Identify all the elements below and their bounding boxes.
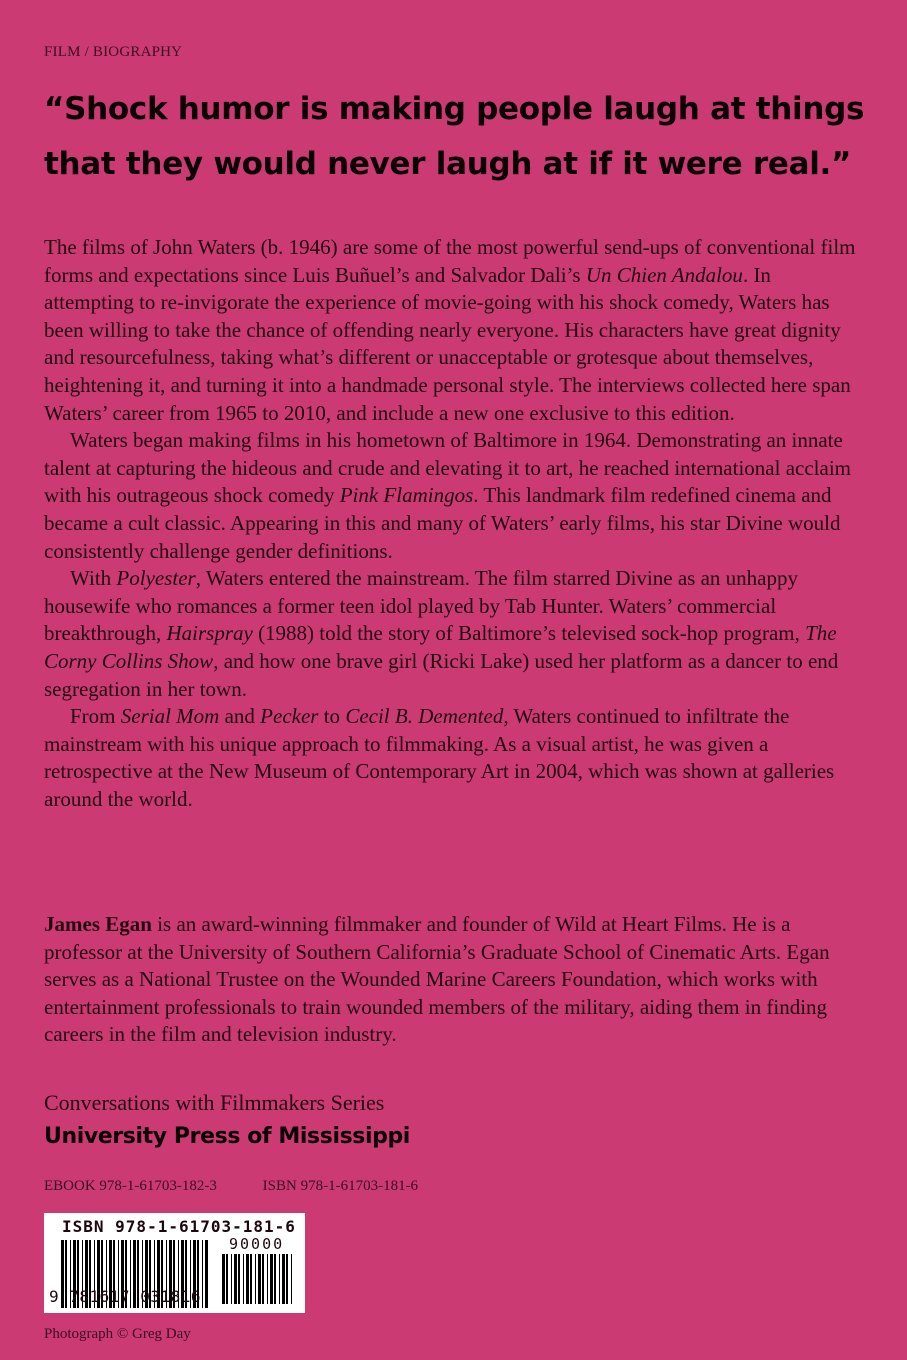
description [44,234,856,813]
barcode-number: 9 781617 031816 [49,1287,201,1306]
barcode-bar [238,1254,240,1304]
description-paragraph [44,234,856,427]
barcode-bar [202,1240,203,1308]
isbn-line [44,1178,460,1195]
barcode-bar [258,1254,261,1304]
series-name: Conversations with Filmmakers Series [44,1090,385,1115]
barcode-bar [250,1254,252,1304]
barcode-bar [243,1254,244,1304]
barcode-bar [282,1254,285,1304]
title-italic: Cecil B. Demented [345,704,504,729]
text-segment: (1988) told the story of Baltimore’s televised sock-hop program, [252,621,806,646]
barcode-bar [205,1240,208,1308]
description-paragraph [44,703,856,813]
barcode-bar [270,1254,273,1304]
title-italic: Un Chien Andalou [585,262,743,287]
barcode-bar [291,1254,292,1304]
barcode-bar [262,1254,264,1304]
title-italic: Serial Mom [120,704,220,729]
barcode-bar [226,1254,228,1304]
barcode-bar [222,1254,225,1304]
title-italic: Pecker [260,704,319,729]
text-segment: With [70,566,117,591]
title-italic: The Corny Collins Show [44,621,837,673]
title-italic: Polyester [116,566,196,591]
barcode-isbn-text: ISBN 978-1-61703-181-6 [62,1217,296,1236]
author-name: James Egan [44,912,152,936]
text-segment: Waters began making films in his hometown of Baltimore in 1964. Demonstrating an innate talent at capturing the hideous and crude and elevating it to art, he reached international acclaim with his outrageous shock comedy [44,428,851,508]
barcode-bar [231,1254,232,1304]
text-segment: From [70,704,121,729]
text-segment: . In attempting to re-invigorate the experience of movie-going with his shock comedy, Waters has been willing to take the chance of offending nearly everyone. His characters have great dignity and resourcefulness, taking what’s different or unacceptable or grotesque about themselves, heightening it, and turning it into a handmade personal style. The interviews collected here span Waters’ career from 1965 to 2010, and include a new one exclusive to this edition. [44,262,851,425]
pull-quote: “Shock humor is making people laugh at things that they would never laugh at if it were real.” [44,91,865,182]
barcode-bar [267,1254,268,1304]
author-bio [44,911,856,1049]
barcode [44,1213,305,1313]
description-paragraph [44,427,856,565]
text-segment: to [318,704,346,729]
title-italic: Hairspray [166,621,253,646]
publisher-name: University Press of Mississippi [44,1124,410,1149]
barcode-addon-text: 90000 [229,1235,285,1253]
barcode-bar [255,1254,256,1304]
author-bio-text: is an award-winning filmmaker and founder of Wild at Heart Films. He is a professor at the University of Southern California’s Graduate School of Cinematic Arts. Egan serves as a National Trustee on the Wounded Marine Careers Foundation, which works with entertainment professionals to train wounded members of the military, aiding them in finding careers in the film and television industry. [44,912,830,1047]
barcode-bar [274,1254,276,1304]
text-segment: The films of John Waters (b. 1946) are some of the most powerful send-ups of conventional film forms and expectations since Luis Buñuel’s and Salvador Dali’s [44,235,856,287]
text-segment: , and how one brave girl (Ricki Lake) used her platform as a dancer to end segregation in her town. [44,648,839,701]
text-segment: , Waters entered the mainstream. The film starred Divine as an unhappy housewife who romances a former teen idol played by Tab Hunter. Waters’ commercial breakthrough, [44,566,798,646]
description-paragraph [44,565,856,703]
text-segment: and [219,704,261,729]
ebook-isbn: EBOOK 978-1-61703-182-3 [44,1178,217,1194]
print-isbn: ISBN 978-1-61703-181-6 [262,1178,419,1194]
barcode-bar [279,1254,280,1304]
barcode-bar [234,1254,237,1304]
category-label: FILM / BIOGRAPHY [44,44,183,60]
title-italic: Pink Flamingos [339,483,474,508]
text-segment: . This landmark film redefined cinema and became a cult classic. Appearing in this and many of Waters’ early films, his star Divine would consistently challenge gender definitions. [44,483,841,563]
barcode-bar [286,1254,288,1304]
photo-credit: Photograph © Greg Day [44,1326,191,1342]
text-segment: , Waters continued to infiltrate the mainstream with his unique approach to filmmaking. As a visual artist, he was given a retrospective at the New Museum of Contemporary Art in 2004, which was shown at galleries around the world. [44,704,835,811]
barcode-bar [246,1254,249,1304]
